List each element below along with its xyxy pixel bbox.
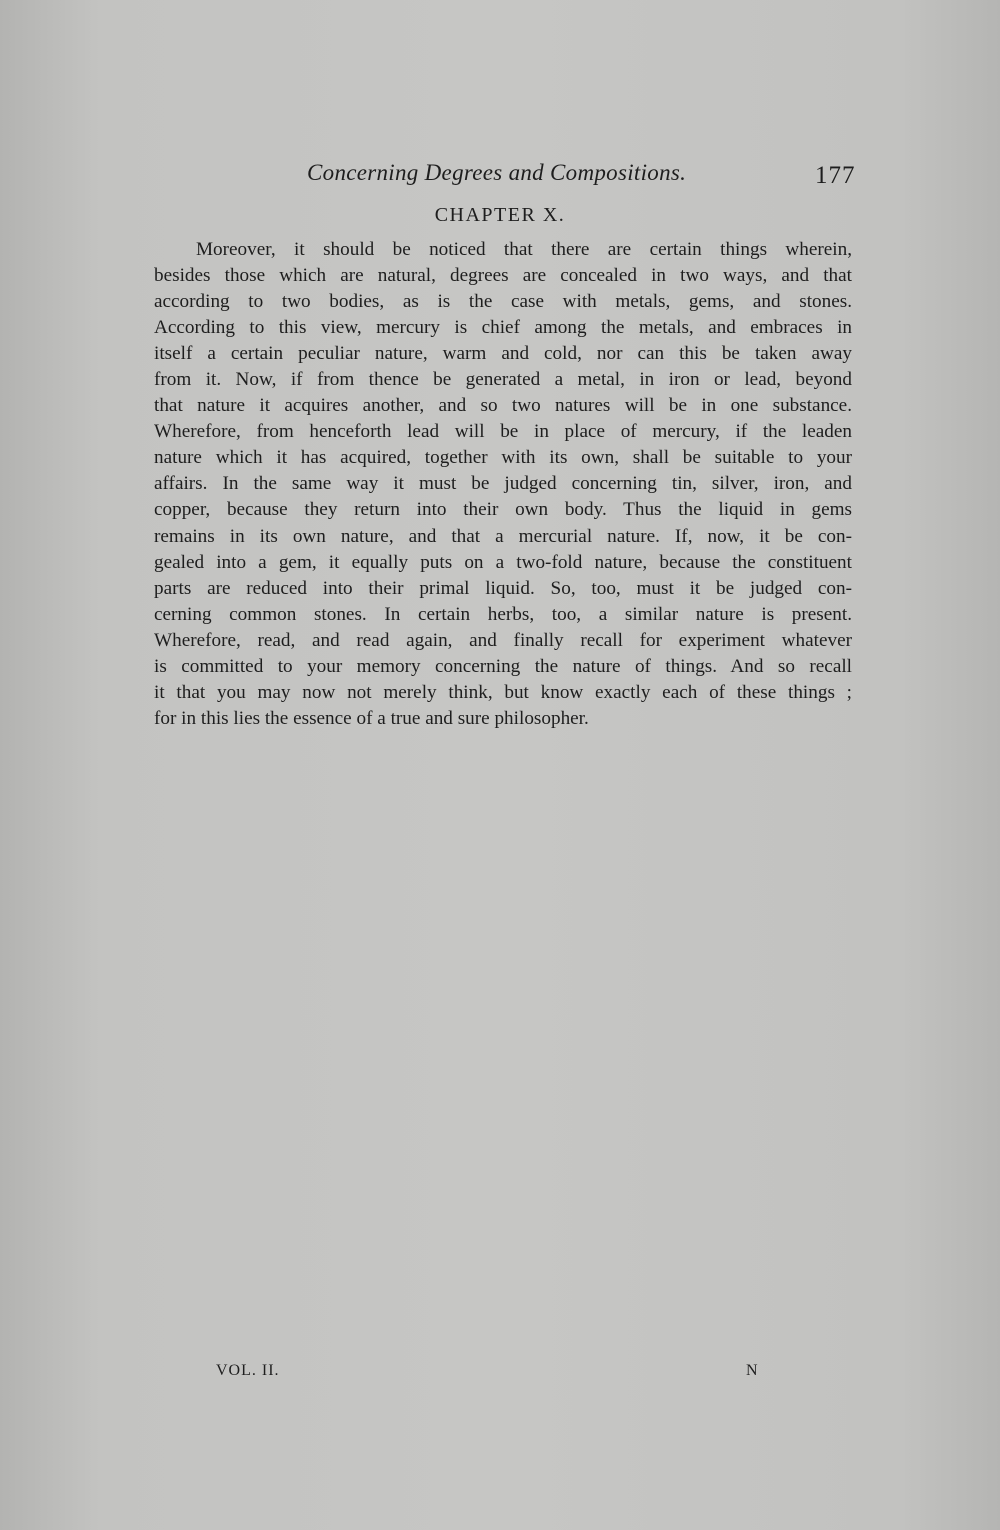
- running-head: Concerning Degrees and Compositions.: [307, 160, 687, 185]
- chapter-body: [154, 237, 852, 732]
- text-line: nature which it has acquired, together with its own, shall be suitable to your: [154, 447, 852, 469]
- text-line: remains in its own nature, and that a mercurial nature. If, now, it be con-: [154, 525, 852, 547]
- text-line: Wherefore, read, and read again, and finally recall for experiment whatever: [154, 629, 852, 651]
- signature-mark: N: [746, 1362, 758, 1379]
- text-line: according to two bodies, as is the case with metals, gems, and stones.: [154, 291, 852, 313]
- page-number: 177: [815, 162, 856, 189]
- text-line: parts are reduced into their primal liquid. So, too, must it be judged con-: [154, 577, 852, 599]
- chapter-heading: CHAPTER X.: [434, 204, 566, 226]
- text-line: from it. Now, if from thence be generated a metal, in iron or lead, beyond: [154, 369, 852, 391]
- text-line: affairs. In the same way it must be judged concerning tin, silver, iron, and: [154, 473, 852, 495]
- text-line: besides those which are natural, degrees are concealed in two ways, and that: [154, 265, 852, 287]
- text-line: cerning common stones. In certain herbs, too, a similar nature is present.: [154, 603, 852, 625]
- text-line: Moreover, it should be noticed that there are certain things wherein,: [196, 239, 852, 260]
- volume-mark: VOL. II.: [216, 1362, 280, 1379]
- text-line: that nature it acquires another, and so two natures will be in one substance.: [154, 395, 852, 417]
- text-line: Wherefore, from henceforth lead will be in place of mercury, if the leaden: [154, 421, 852, 443]
- text-line: is committed to your memory concerning the nature of things. And so recall: [154, 655, 852, 677]
- text-line: for in this lies the essence of a true and sure philosopher.: [154, 707, 589, 729]
- text-line: copper, because they return into their own body. Thus the liquid in gems: [154, 499, 852, 521]
- text-line: gealed into a gem, it equally puts on a two-fold nature, because the constituent: [154, 551, 852, 573]
- text-line: itself a certain peculiar nature, warm and cold, nor can this be taken away: [154, 343, 852, 365]
- text-line: it that you may now not merely think, but know exactly each of these things ;: [154, 681, 852, 703]
- text-line: According to this view, mercury is chief among the metals, and embraces in: [154, 317, 852, 339]
